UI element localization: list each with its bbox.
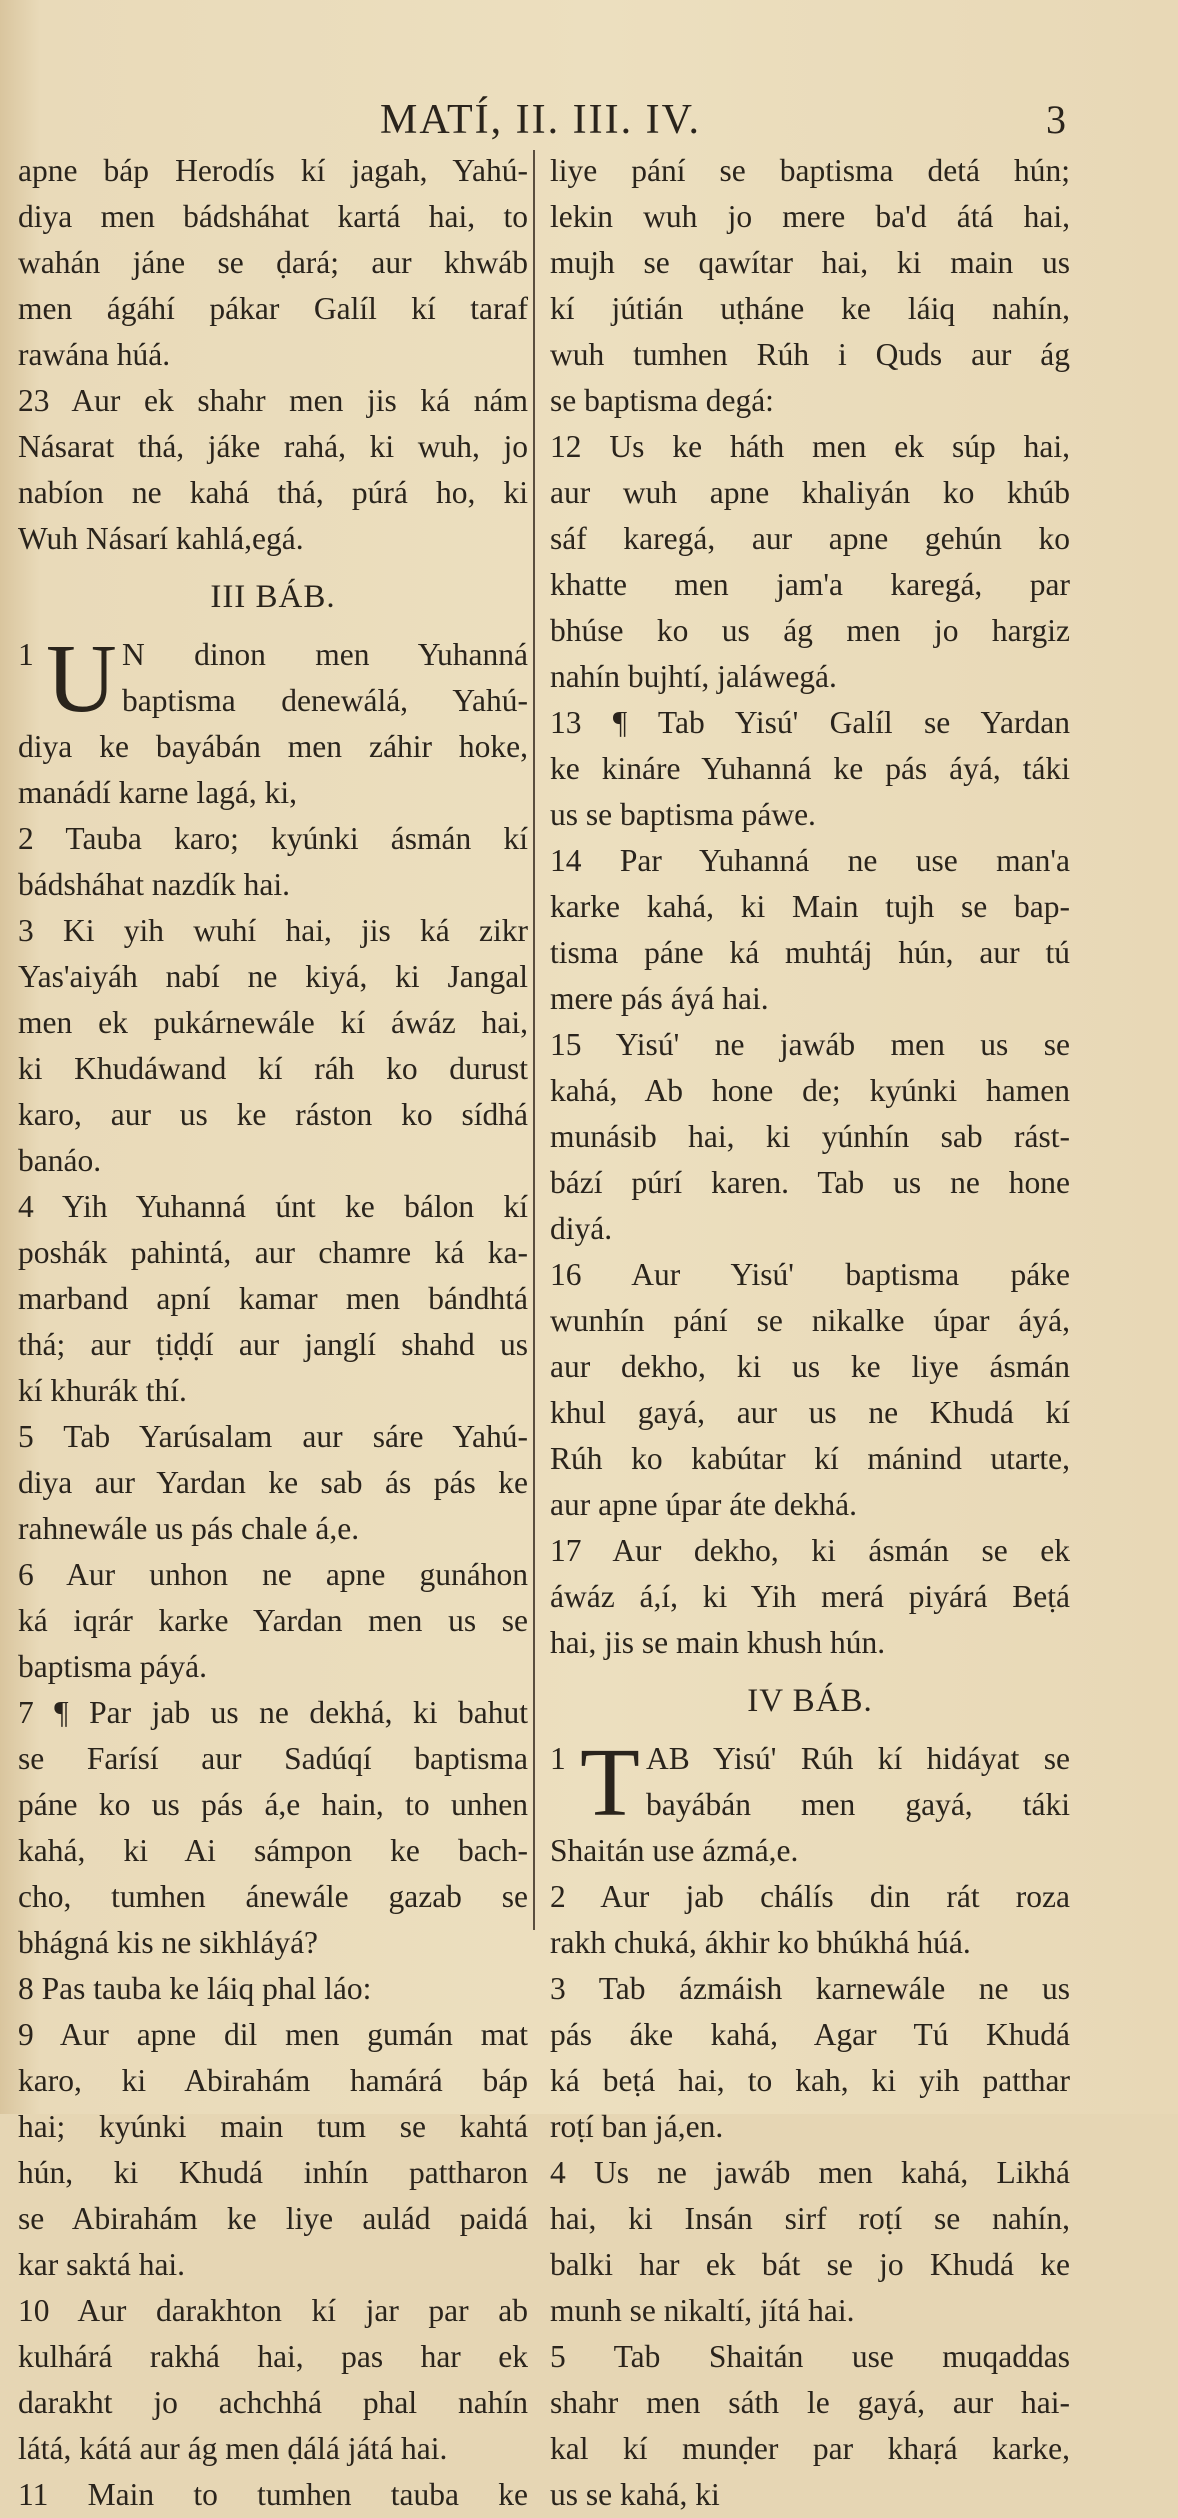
text-line: bází púrí karen. Tab us ne hone xyxy=(550,1165,1070,1200)
text-line: 11 Main to tumhen tauba ke xyxy=(18,2477,528,2512)
text-line: nabíon ne kahá thá, púrá ho, ki xyxy=(18,475,528,510)
text-line: men ek pukárnewále kí áwáz hai, xyxy=(18,1005,528,1040)
text-line: 17 Aur dekho, ki ásmán se ek xyxy=(550,1533,1070,1568)
text-line: shahr men sáth le gayá, aur hai- xyxy=(550,2385,1070,2420)
text-line: us se kahá, ki xyxy=(550,2477,720,2512)
text-line: ke kináre Yuhanná ke pás áyá, táki xyxy=(550,751,1070,786)
text-line: Násarat thá, jáke rahá, ki wuh, jo xyxy=(18,429,528,464)
text-line: 7 ¶ Par jab us ne dekhá, ki bahut xyxy=(18,1695,528,1730)
text-line: hai; kyúnki main tum se kahtá xyxy=(18,2109,528,2144)
running-title: MATÍ, II. III. IV. xyxy=(380,97,701,143)
text-line: balki har ek bát se jo Khudá ke xyxy=(550,2247,1070,2282)
text-line: bádsháhat nazdík hai. xyxy=(18,867,291,902)
text-line: us se baptisma páwe. xyxy=(550,797,816,832)
text-line: karo, ki Abirahám hamárá báp xyxy=(18,2063,528,2098)
text-line: 5 Tab Shaitán use muqaddas xyxy=(550,2339,1070,2374)
text-line: rawána húá. xyxy=(18,337,171,372)
text-line: látá, kátá aur ág men ḍálá játá hai. xyxy=(18,2431,448,2466)
text-line: baptisma páyá. xyxy=(18,1649,207,1684)
text-line: nahín bujhtí, jaláwegá. xyxy=(550,659,837,694)
text-line: banáo. xyxy=(18,1143,102,1178)
text-line: 4 Us ne jawáb men kahá, Likhá xyxy=(550,2155,1070,2190)
text-line: hai, ki Insán sirf roṭí se nahín, xyxy=(550,2201,1070,2236)
column-divider xyxy=(533,150,535,1930)
text-line: poshák pahintá, aur chamre ká ka- xyxy=(18,1235,528,1270)
page-number: 3 xyxy=(1046,97,1066,142)
text-line: thá; aur ṭiḍḍí aur janglí shahd us xyxy=(18,1327,528,1362)
text-line: diya aur Yardan ke sab ás pás ke xyxy=(18,1465,528,1500)
text-line: kí khurák thí. xyxy=(18,1373,187,1408)
left-text-block-2 xyxy=(18,724,528,2518)
text-line: 23 Aur ek shahr men jis ká nám xyxy=(18,383,528,418)
text-line: tisma páne ká muhtáj hún, aur tú xyxy=(550,935,1070,970)
text-line: khul gayá, aur us ne Khudá kí xyxy=(550,1395,1070,1430)
text-line: manádí karne lagá, ki, xyxy=(18,775,298,810)
chapter-4-heading: IV BÁB. xyxy=(747,1683,873,1719)
text-line: rahnewále us pás chale á,e. xyxy=(18,1511,360,1546)
text-line: kar saktá hai. xyxy=(18,2247,186,2282)
text-line: karo, aur us ke ráston ko sídhá xyxy=(18,1097,528,1132)
text-line: Wuh Násarí kahlá,egá. xyxy=(18,521,304,556)
chapter-4-dropcap: T xyxy=(580,1729,640,1837)
text-line: se Farísí aur Sadúqí baptisma xyxy=(18,1741,528,1776)
text-line: aur apne úpar áte dekhá. xyxy=(550,1487,857,1522)
text-line: mere pás áyá hai. xyxy=(550,981,769,1016)
text-line: hún, ki Khudá inhín pattharon xyxy=(18,2155,528,2190)
text-line: 5 Tab Yarúsalam aur sáre Yahú- xyxy=(18,1419,528,1454)
text-line: ki Khudáwand kí ráh ko durust xyxy=(18,1051,528,1086)
text-line: kí jútián uṭháne ke láiq nahín, xyxy=(550,291,1070,326)
chapter-3-dropcap-line: N dinon men Yuhanná xyxy=(122,637,528,672)
left-text-block-1 xyxy=(18,148,528,562)
text-line: karke kahá, ki Main tujh se bap- xyxy=(550,889,1070,924)
text-line: diya men bádsháhat kartá hai, to xyxy=(18,199,528,234)
chapter-3-verse-number: 1 xyxy=(18,637,34,672)
text-line: 13 ¶ Tab Yisú' Galíl se Yardan xyxy=(550,705,1070,740)
text-line: 3 Ki yih wuhí hai, jis ká zikr xyxy=(18,913,528,948)
chapter-3-dropcap-line: baptisma denewálá, Yahú- xyxy=(122,683,528,718)
text-line: Rúh ko kabútar kí mánind utarte, xyxy=(550,1441,1070,1476)
text-line: pás áke kahá, Agar Tú Khudá xyxy=(550,2017,1070,2052)
text-line: 2 Aur jab chálís din rát roza xyxy=(550,1879,1070,1914)
text-line: 2 Tauba karo; kyúnki ásmán kí xyxy=(18,821,528,856)
text-line: 14 Par Yuhanná ne use man'a xyxy=(550,843,1070,878)
text-line: kal kí munḍer par khaṛá karke, xyxy=(550,2431,1070,2466)
right-column xyxy=(550,148,1070,2518)
chapter-4-opening xyxy=(550,1729,1070,1837)
text-line: ká iqrár karke Yardan men us se xyxy=(18,1603,528,1638)
text-line: wuh tumhen Rúh i Quds aur ág xyxy=(550,337,1070,372)
text-line: kahá, Ab hone de; kyúnki hamen xyxy=(550,1073,1070,1108)
text-line: munh se nikaltí, jítá hai. xyxy=(550,2293,855,2328)
text-line: 4 Yih Yuhanná únt ke bálon kí xyxy=(18,1189,528,1224)
left-column xyxy=(18,148,528,2518)
text-line: áwáz á,í, ki Yih merá piyárá Beṭá xyxy=(550,1579,1070,1614)
text-line: diya ke bayábán men záhir hoke, xyxy=(18,729,528,764)
text-line: 10 Aur darakhton kí jar par ab xyxy=(18,2293,528,2328)
text-line: Yas'aiyáh nabí ne kiyá, ki Jangal xyxy=(18,959,528,994)
chapter-3-heading: III BÁB. xyxy=(210,579,336,615)
text-line: hai, jis se main khush hún. xyxy=(550,1625,886,1660)
text-line: aur dekho, ki us ke liye ásmán xyxy=(550,1349,1070,1384)
text-line: bhágná kis ne sikhláyá? xyxy=(18,1925,319,1960)
right-text-block-2 xyxy=(550,1828,1070,2518)
text-line: 16 Aur Yisú' baptisma páke xyxy=(550,1257,1070,1292)
text-line: kahá, ki Ai sámpon ke bach- xyxy=(18,1833,528,1868)
text-line: bhúse ko us ág men jo hargiz xyxy=(550,613,1070,648)
text-line: wahán jáne se ḍará; aur khwáb xyxy=(18,245,528,280)
right-text-block-1 xyxy=(550,148,1070,1666)
chapter-4-dropcap-line: bayábán men gayá, táki xyxy=(646,1787,1070,1822)
text-line: sáf karegá, aur apne gehún ko xyxy=(550,521,1070,556)
text-line: ká beṭá hai, to kah, ki yih patthar xyxy=(550,2063,1070,2098)
text-line: 3 Tab ázmáish karnewále ne us xyxy=(550,1971,1070,2006)
text-line: mujh se qawítar hai, ki main us xyxy=(550,245,1070,280)
chapter-4-dropcap-line: AB Yisú' Rúh kí hidáyat se xyxy=(646,1741,1070,1776)
text-line: diyá. xyxy=(550,1211,613,1246)
text-line: Shaitán use ázmá,e. xyxy=(550,1833,799,1868)
text-line: cho, tumhen ánewále gazab se xyxy=(18,1879,528,1914)
text-line: apne báp Herodís kí jagah, Yahú- xyxy=(18,153,528,188)
text-line: munásib hai, ki yúnhín sab rást- xyxy=(550,1119,1070,1154)
text-line: liye pání se baptisma detá hún; xyxy=(550,153,1070,188)
text-line: 12 Us ke háth men ek súp hai, xyxy=(550,429,1070,464)
text-line: aur wuh apne khaliyán ko khúb xyxy=(550,475,1070,510)
text-line: 6 Aur unhon ne apne gunáhon xyxy=(18,1557,528,1592)
text-line: se Abirahám ke liye aulád paidá xyxy=(18,2201,528,2236)
text-line: páne ko us pás á,e hain, to unhen xyxy=(18,1787,528,1822)
text-line: rakh chuká, ákhir ko bhúkhá húá. xyxy=(550,1925,971,1960)
text-line: darakht jo achchhá phal nahín xyxy=(18,2385,528,2420)
text-line: 9 Aur apne dil men gumán mat xyxy=(18,2017,528,2052)
chapter-4-verse-number: 1 xyxy=(550,1741,566,1776)
text-line: men ágáhí pákar Galíl kí taraf xyxy=(18,291,528,326)
text-line: wunhín pání se nikalke úpar áyá, xyxy=(550,1303,1070,1338)
text-line: 8 Pas tauba ke láiq phal láo: xyxy=(18,1971,372,2006)
text-line: roṭí ban já,en. xyxy=(550,2109,724,2144)
chapter-3-dropcap: U xyxy=(46,625,117,733)
text-line: 15 Yisú' ne jawáb men us se xyxy=(550,1027,1070,1062)
text-line: kulhárá rakhá hai, pas har ek xyxy=(18,2339,528,2374)
page-header xyxy=(0,96,1178,156)
chapter-3-opening xyxy=(18,625,528,733)
text-line: marband apní kamar men bándhtá xyxy=(18,1281,528,1316)
text-line: lekin wuh jo mere ba'd átá hai, xyxy=(550,199,1070,234)
text-line: se baptisma degá: xyxy=(550,383,774,418)
text-line: khatte men jam'a karegá, par xyxy=(550,567,1070,602)
